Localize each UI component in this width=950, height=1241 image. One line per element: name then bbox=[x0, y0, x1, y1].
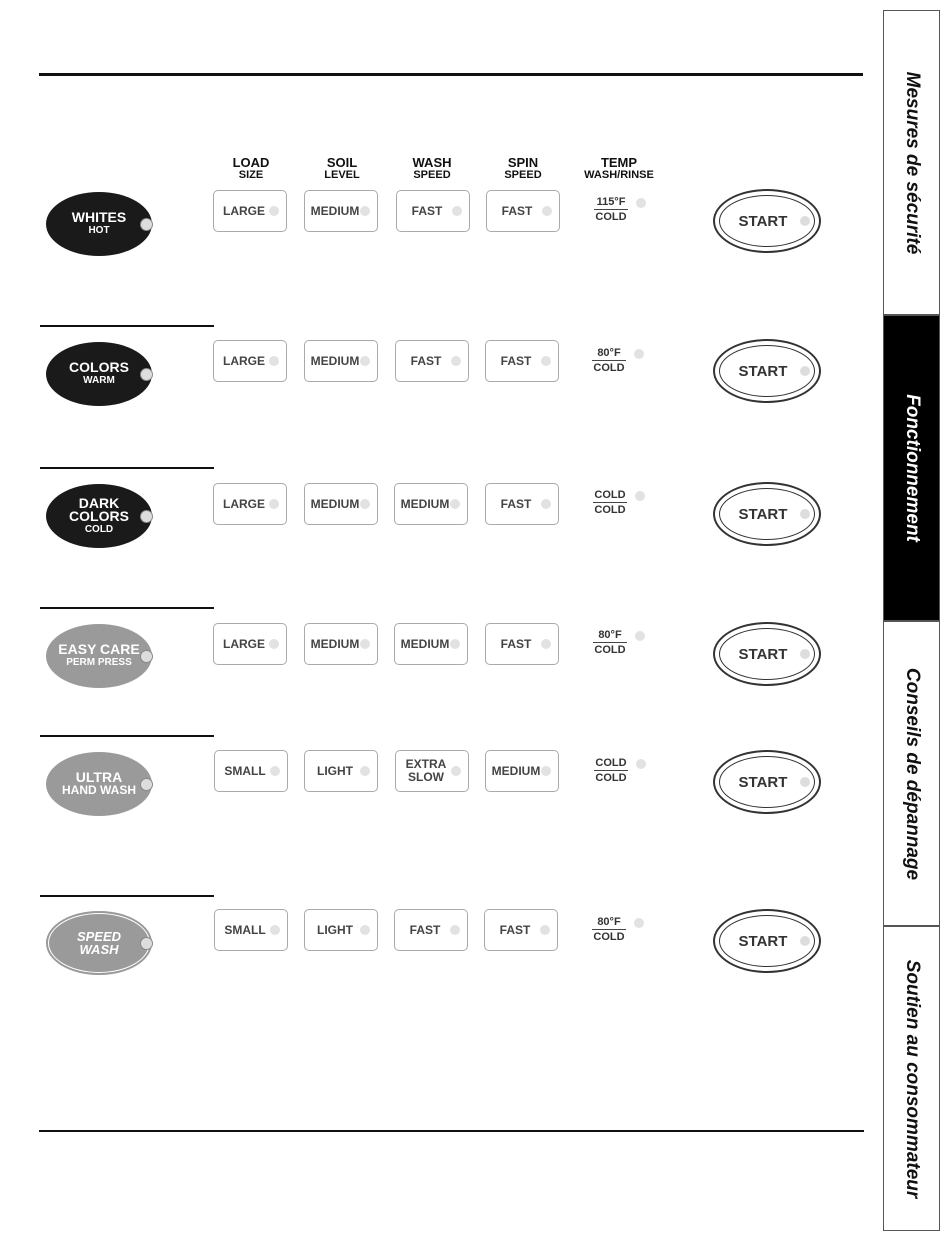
option-label: FAST bbox=[500, 496, 532, 511]
indicator-light bbox=[541, 499, 551, 509]
option-label: FAST bbox=[409, 922, 441, 937]
cycle-button-ultra-hand-wash[interactable] bbox=[46, 752, 152, 816]
indicator-light bbox=[635, 631, 645, 641]
indicator-light bbox=[360, 499, 370, 509]
temp-wash: 80°F bbox=[593, 629, 627, 643]
wash-speed-option[interactable] bbox=[395, 750, 469, 792]
option-label: SMALL bbox=[224, 763, 266, 778]
temp-rinse: COLD bbox=[594, 644, 626, 656]
cycle-row-ultra-hand-wash bbox=[0, 749, 860, 829]
indicator-light bbox=[800, 649, 810, 659]
temp-wash: COLD bbox=[594, 489, 626, 501]
indicator-light bbox=[269, 499, 279, 509]
indicator-light bbox=[540, 925, 550, 935]
header-soil-level bbox=[297, 156, 387, 182]
indicator-light bbox=[450, 925, 460, 935]
row-separator bbox=[40, 895, 214, 897]
start-button[interactable] bbox=[713, 482, 821, 546]
option-label-line1: EXTRA bbox=[405, 757, 447, 771]
cycle-row-dark-colors bbox=[0, 481, 860, 561]
cycle-button-dark-colors[interactable] bbox=[46, 484, 152, 548]
temp-option[interactable] bbox=[584, 196, 644, 236]
cycle-subname: WARM bbox=[83, 375, 115, 386]
wash-speed-option[interactable] bbox=[394, 483, 468, 525]
indicator-light bbox=[542, 206, 552, 216]
option-label: FAST bbox=[499, 922, 531, 937]
start-button[interactable] bbox=[713, 622, 821, 686]
option-label: FAST bbox=[500, 636, 532, 651]
indicator-light bbox=[360, 925, 370, 935]
cycle-indicator-light bbox=[140, 368, 153, 381]
start-label: START bbox=[738, 362, 788, 380]
indicator-light bbox=[270, 766, 280, 776]
row-separator bbox=[40, 735, 214, 737]
soil-level-option[interactable] bbox=[304, 750, 378, 792]
temp-wash: 80°F bbox=[592, 916, 626, 930]
start-button[interactable] bbox=[713, 909, 821, 973]
load-size-option[interactable] bbox=[214, 909, 288, 951]
indicator-light bbox=[541, 639, 551, 649]
column-headers bbox=[0, 156, 860, 186]
indicator-light bbox=[800, 936, 810, 946]
spin-speed-option[interactable] bbox=[484, 909, 558, 951]
indicator-light bbox=[634, 349, 644, 359]
option-label: MEDIUM bbox=[400, 636, 450, 651]
cycle-subname: HOT bbox=[88, 225, 110, 236]
wash-speed-option[interactable] bbox=[395, 340, 469, 382]
indicator-light bbox=[360, 639, 370, 649]
cycle-name: EASY CARE bbox=[58, 641, 140, 657]
indicator-light bbox=[360, 206, 370, 216]
indicator-light bbox=[800, 366, 810, 376]
start-label: START bbox=[738, 212, 788, 230]
row-separator bbox=[40, 607, 214, 609]
tab-label: Mesures de sécurité bbox=[901, 71, 923, 254]
option-label: MEDIUM bbox=[310, 353, 360, 368]
header-line1: WASH bbox=[412, 155, 452, 170]
tab-mesures-de-securite[interactable] bbox=[883, 10, 940, 315]
option-label: FAST bbox=[411, 203, 443, 218]
indicator-light bbox=[451, 356, 461, 366]
temp-rinse: COLD bbox=[593, 931, 625, 943]
start-label: START bbox=[738, 645, 788, 663]
indicator-light bbox=[800, 509, 810, 519]
tab-label: Conseils de dépannage bbox=[901, 667, 923, 880]
tab-fonctionnement[interactable] bbox=[883, 315, 940, 621]
indicator-light bbox=[269, 206, 279, 216]
indicator-light bbox=[269, 356, 279, 366]
indicator-light bbox=[452, 206, 462, 216]
cycle-subname: COLD bbox=[84, 523, 114, 535]
option-label: MEDIUM bbox=[400, 496, 450, 511]
indicator-light bbox=[635, 491, 645, 501]
cycle-subname: HAND WASH bbox=[62, 783, 136, 797]
start-label: START bbox=[738, 932, 788, 950]
indicator-light bbox=[269, 639, 279, 649]
cycle-indicator-light bbox=[140, 218, 153, 231]
header-wash-speed bbox=[387, 156, 477, 182]
temp-option[interactable] bbox=[582, 347, 642, 387]
cycle-row-easy-care bbox=[0, 621, 860, 701]
option-label: LIGHT bbox=[317, 763, 353, 778]
spin-speed-option[interactable] bbox=[485, 623, 559, 665]
cycle-indicator-light bbox=[140, 778, 153, 791]
tab-conseils-de-depannage[interactable] bbox=[883, 621, 940, 926]
temp-rinse: COLD bbox=[595, 772, 627, 784]
tab-label: Soutien au consommateur bbox=[901, 959, 923, 1198]
temp-option[interactable] bbox=[583, 489, 643, 529]
indicator-light bbox=[541, 766, 551, 776]
spin-speed-option[interactable] bbox=[485, 483, 559, 525]
header-line2: SPEED bbox=[504, 169, 542, 181]
header-line2: WASH/RINSE bbox=[584, 169, 654, 181]
tab-soutien-au-consommateur[interactable] bbox=[883, 926, 940, 1231]
header-line1: LOAD bbox=[232, 155, 270, 170]
temp-rinse: COLD bbox=[595, 211, 627, 223]
cycle-name: COLORS bbox=[69, 359, 129, 375]
indicator-light bbox=[450, 499, 460, 509]
load-size-option[interactable] bbox=[213, 623, 287, 665]
cycle-button-speed-wash[interactable] bbox=[46, 911, 152, 975]
indicator-light bbox=[800, 216, 810, 226]
option-label: LARGE bbox=[223, 496, 265, 511]
soil-level-option[interactable] bbox=[304, 483, 378, 525]
cycle-subname: WASH bbox=[79, 942, 119, 957]
indicator-light bbox=[634, 918, 644, 928]
temp-option[interactable] bbox=[583, 629, 643, 669]
temp-wash: 115°F bbox=[594, 196, 628, 210]
load-size-option[interactable] bbox=[214, 750, 288, 792]
indicator-light bbox=[451, 766, 461, 776]
header-temp bbox=[574, 156, 664, 182]
wash-speed-option[interactable] bbox=[396, 190, 470, 232]
cycle-row-speed-wash bbox=[0, 908, 860, 988]
cycle-subname: PERM PRESS bbox=[66, 657, 132, 668]
header-line2: SIZE bbox=[238, 169, 264, 181]
load-size-option[interactable] bbox=[213, 483, 287, 525]
option-label-line2: SLOW bbox=[408, 770, 444, 784]
option-label: SMALL bbox=[224, 922, 266, 937]
temp-wash: COLD bbox=[595, 757, 627, 769]
temp-wash: 80°F bbox=[592, 347, 626, 361]
cycle-indicator-light bbox=[140, 650, 153, 663]
load-size-option[interactable] bbox=[213, 190, 287, 232]
indicator-light bbox=[270, 925, 280, 935]
indicator-light bbox=[800, 777, 810, 787]
cycle-name-line2: COLORS bbox=[69, 507, 129, 524]
indicator-light bbox=[360, 766, 370, 776]
header-spin-speed bbox=[478, 156, 568, 182]
cycle-name: SPEED bbox=[76, 929, 122, 944]
wash-speed-option[interactable] bbox=[394, 623, 468, 665]
cycle-button-colors[interactable] bbox=[46, 342, 152, 406]
option-label: MEDIUM bbox=[310, 203, 360, 218]
row-separator bbox=[40, 325, 214, 327]
start-label: START bbox=[738, 505, 788, 523]
temp-option[interactable] bbox=[584, 757, 644, 797]
load-size-option[interactable] bbox=[213, 340, 287, 382]
indicator-light bbox=[636, 759, 646, 769]
tab-label: Fonctionnement bbox=[901, 394, 923, 542]
spin-speed-option[interactable] bbox=[485, 340, 559, 382]
cycle-name: WHITES bbox=[71, 209, 127, 225]
temp-option[interactable] bbox=[582, 916, 642, 956]
soil-level-option[interactable] bbox=[304, 623, 378, 665]
top-rule bbox=[39, 73, 863, 76]
option-label: LARGE bbox=[223, 636, 265, 651]
soil-level-option[interactable] bbox=[304, 190, 378, 232]
option-label: LARGE bbox=[223, 203, 265, 218]
cycle-button-whites[interactable] bbox=[46, 192, 152, 256]
header-load-size bbox=[206, 156, 296, 182]
header-line1: SOIL bbox=[326, 155, 358, 170]
indicator-light bbox=[450, 639, 460, 649]
wash-speed-option[interactable] bbox=[394, 909, 468, 951]
header-line1: TEMP bbox=[600, 155, 638, 170]
option-label: FAST bbox=[501, 203, 533, 218]
indicator-light bbox=[541, 356, 551, 366]
option-label: LARGE bbox=[223, 353, 265, 368]
cycle-indicator-light bbox=[140, 937, 153, 950]
spin-speed-option[interactable] bbox=[486, 190, 560, 232]
cycle-name: ULTRA bbox=[75, 769, 123, 785]
start-button[interactable] bbox=[713, 750, 821, 814]
temp-rinse: COLD bbox=[594, 504, 626, 516]
cycle-row-colors bbox=[0, 339, 860, 419]
option-label: MEDIUM bbox=[310, 496, 360, 511]
cycle-name: DARK bbox=[78, 494, 120, 511]
start-button[interactable] bbox=[713, 339, 821, 403]
row-separator bbox=[40, 467, 214, 469]
header-line2: LEVEL bbox=[324, 169, 360, 181]
option-label: FAST bbox=[410, 353, 442, 368]
cycle-row-whites bbox=[0, 188, 860, 268]
cycle-button-easy-care[interactable] bbox=[46, 624, 152, 688]
start-button[interactable] bbox=[713, 189, 821, 253]
option-label: MEDIUM bbox=[310, 636, 360, 651]
indicator-light bbox=[360, 356, 370, 366]
header-line1: SPIN bbox=[507, 155, 539, 170]
indicator-light bbox=[636, 198, 646, 208]
option-label: MEDIUM bbox=[491, 763, 541, 778]
cycle-indicator-light bbox=[140, 510, 153, 523]
temp-rinse: COLD bbox=[593, 362, 625, 374]
option-label: FAST bbox=[500, 353, 532, 368]
header-line2: SPEED bbox=[413, 169, 451, 181]
soil-level-option[interactable] bbox=[304, 909, 378, 951]
soil-level-option[interactable] bbox=[304, 340, 378, 382]
bottom-rule bbox=[39, 1130, 864, 1132]
option-label: LIGHT bbox=[317, 922, 353, 937]
start-label: START bbox=[738, 773, 788, 791]
spin-speed-option[interactable] bbox=[485, 750, 559, 792]
